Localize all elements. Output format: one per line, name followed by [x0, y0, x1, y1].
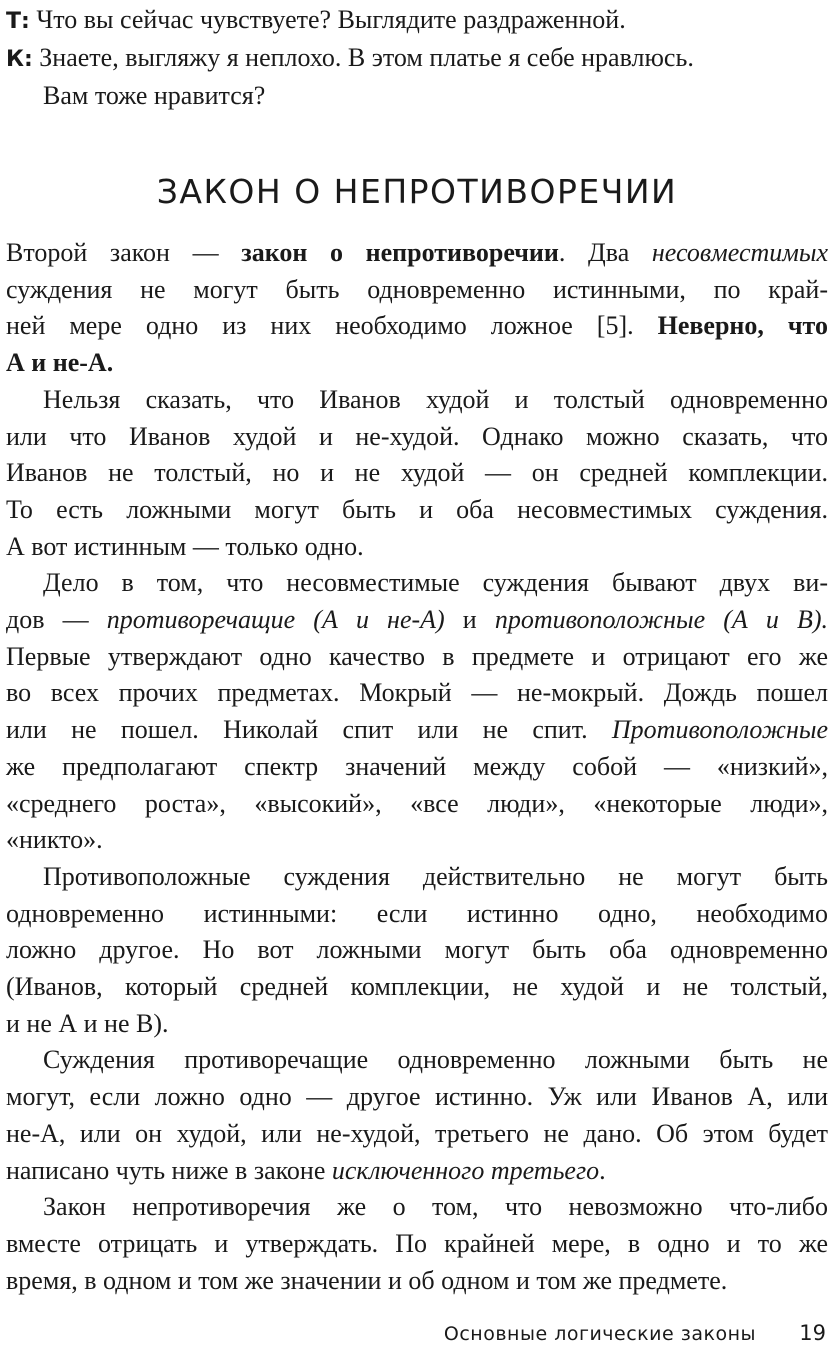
text-line	[6, 529, 828, 566]
paragraph	[6, 235, 828, 382]
speaker-label: Т:	[6, 9, 30, 34]
text-line	[6, 1042, 828, 1079]
text-line	[6, 1153, 828, 1190]
text-line	[6, 382, 828, 419]
text-run: Иванов не толстый, но и не худой — он средней комплекции.	[6, 458, 828, 488]
dialog-text: Знаете, выгляжу я неплохо. В этом платье я себе нравлюсь.	[32, 43, 694, 72]
text-run: . Два	[558, 238, 652, 267]
page-number: 19	[799, 1321, 826, 1345]
text-line	[6, 1189, 828, 1226]
page-footer	[6, 1319, 828, 1351]
text-run: Второй закон —	[6, 238, 242, 267]
text-run: Нельзя сказать, что Иванов худой и толстый одновременно	[43, 384, 828, 414]
text-line	[6, 859, 828, 896]
text-line	[6, 235, 828, 272]
text-run: во всех прочих предметах. Мокрый — не-мокрый. Дождь пошел	[6, 678, 828, 708]
text-run: Дело в том, что несовместимые суждения бывают двух ви-	[43, 568, 828, 598]
italic-text: Противоположные	[611, 715, 828, 745]
text-line	[6, 308, 828, 345]
text-line	[6, 896, 828, 933]
text-run: А вот истинным — только одно.	[6, 531, 364, 561]
section-heading: ЗАКОН О НЕПРОТИВОРЕЧИИ	[156, 172, 678, 211]
text-line	[6, 822, 828, 859]
text-run: Закон непротиворечия же о том, что невозможно что-либо	[43, 1192, 828, 1222]
dialog-line	[6, 78, 828, 114]
text-run: ней мере одно из них необходимо ложное [5].	[6, 311, 658, 341]
paragraph	[6, 565, 828, 859]
dialog-text: Что вы сейчас чувствуете? Выглядите раздраженной.	[29, 5, 626, 34]
text-run: и не А и не В).	[6, 1008, 169, 1038]
text-line	[6, 932, 828, 969]
dialog-line	[6, 2, 828, 40]
italic-text: противоположные (А и В).	[494, 605, 829, 635]
speaker-label: К:	[6, 47, 33, 72]
text-run: То есть ложными могут быть и оба несовместимых суждения.	[6, 494, 828, 524]
text-run: «никто».	[6, 825, 103, 855]
paragraph	[6, 859, 828, 1043]
text-run: или что Иванов худой и не-худой. Однако можно сказать, что	[6, 421, 828, 451]
text-line	[6, 602, 828, 639]
text-line	[6, 786, 828, 823]
text-run: время, в одном и том же значении и об одном и том же предмете.	[6, 1265, 728, 1295]
book-page	[6, 0, 828, 1352]
text-line	[6, 1079, 828, 1116]
text-run: суждения не могут быть одновременно истинными, по край-	[6, 274, 828, 304]
text-line	[6, 749, 828, 786]
text-run: «среднего роста», «высокий», «все люди», «некоторые люди»,	[6, 788, 828, 818]
running-footer-title: Основные логические законы	[443, 1323, 756, 1345]
bold-text: Неверно, что	[657, 311, 828, 341]
text-run: (Иванов, который средней комплекции, не худой и не толстый,	[6, 972, 828, 1002]
text-run: Суждения противоречащие одновременно ложными быть не	[43, 1045, 828, 1075]
paragraph	[6, 1189, 828, 1299]
italic-text: исключенного третьего	[331, 1155, 600, 1185]
text-run: дов —	[6, 605, 107, 635]
text-line	[6, 565, 828, 602]
bold-text: А и не-А.	[6, 348, 114, 378]
text-line	[6, 492, 828, 529]
dialog-line	[6, 40, 828, 78]
text-run: написано чуть ниже в законе	[6, 1155, 332, 1185]
paragraph	[6, 382, 828, 566]
dialog-block	[6, 2, 828, 114]
text-line	[6, 969, 828, 1006]
text-run: же предполагают спектр значений между собой — «низкий»,	[6, 751, 828, 781]
text-line	[6, 639, 828, 676]
bold-text: закон о непротиворечии	[241, 238, 559, 267]
text-run: Первые утверждают одно качество в предмете и отрицают его же	[6, 641, 828, 671]
body-text	[6, 235, 828, 1299]
text-line	[6, 1263, 828, 1300]
paragraph	[6, 1042, 828, 1189]
text-line	[6, 272, 828, 309]
text-line	[6, 1226, 828, 1263]
text-run: и	[444, 605, 495, 635]
dialog-text: Вам тоже нравится?	[43, 81, 266, 110]
text-line	[6, 455, 828, 492]
text-line	[6, 345, 828, 382]
text-run: одновременно истинными: если истинно одно, необходимо	[6, 898, 828, 928]
italic-text: противоречащие (А и не-А)	[106, 605, 445, 635]
text-run: могут, если ложно одно — другое истинно. Уж или Иванов А, или	[6, 1082, 828, 1112]
text-line	[6, 712, 828, 749]
text-run: не-А, или он худой, или не-худой, третьего не дано. Об этом будет	[6, 1118, 828, 1148]
italic-text: несовместимых	[651, 238, 829, 267]
text-line	[6, 1116, 828, 1153]
text-run: Противоположные суждения действительно не могут быть	[43, 861, 828, 891]
text-line	[6, 1006, 828, 1043]
text-run: или не пошел. Николай спит или не спит.	[6, 715, 612, 745]
text-line	[6, 419, 828, 456]
text-run: .	[599, 1155, 606, 1185]
text-run: вместе отрицать и утверждать. По крайней мере, в одно и то же	[6, 1228, 828, 1258]
text-line	[6, 675, 828, 712]
text-run: ложно другое. Но вот ложными могут быть оба одновременно	[6, 935, 828, 965]
